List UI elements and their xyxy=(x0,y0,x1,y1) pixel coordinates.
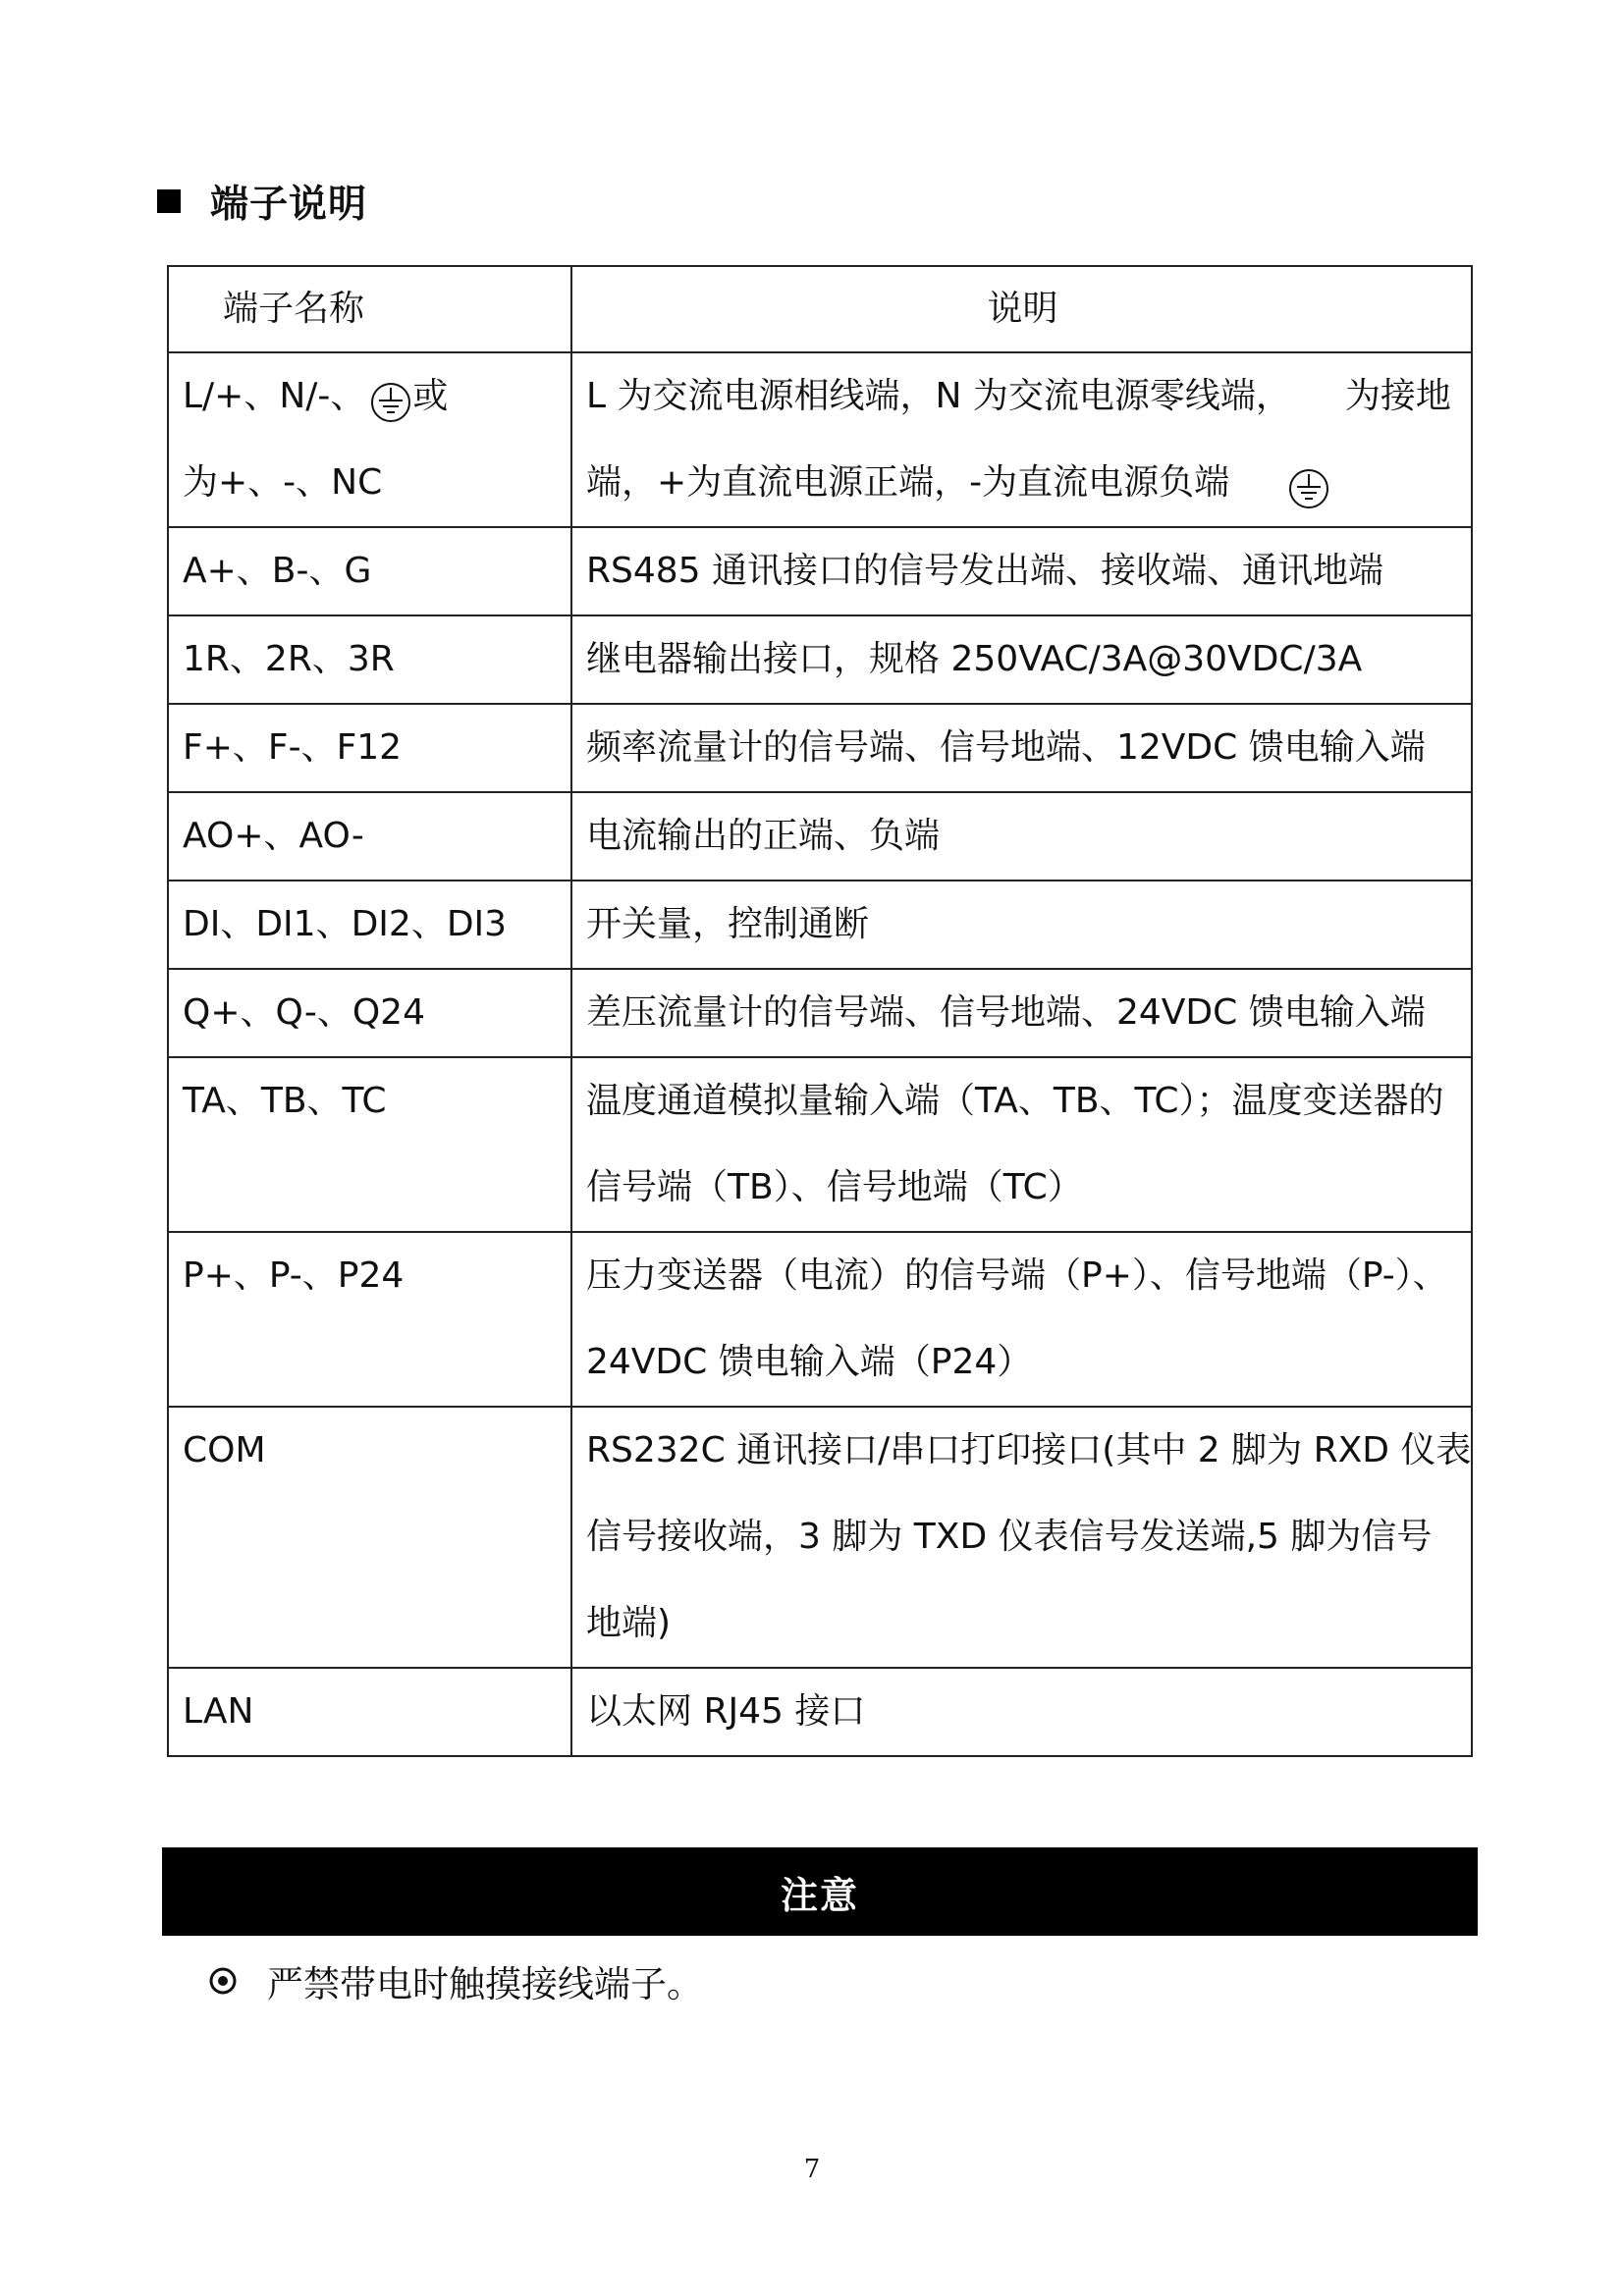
terminal-table xyxy=(167,265,1473,1757)
description-cell xyxy=(571,1232,1472,1407)
page-number: 7 xyxy=(803,2155,821,2184)
table-row xyxy=(168,1668,1472,1756)
description-line: 信号端（TB）、信号地端（TC） xyxy=(586,1167,1083,1207)
description-cell: 开关量，控制通断 xyxy=(571,881,1472,969)
header-terminal-name: 端子名称 xyxy=(168,266,571,352)
note-item xyxy=(208,1951,703,2010)
terminal-name-cell: LAN xyxy=(168,1668,571,1756)
description-line: 温度通道模拟量输入端（TA、TB、TC）；温度变送器的 xyxy=(586,1081,1444,1121)
terminal-name-part: 或 xyxy=(412,376,449,416)
description-cell: 频率流量计的信号端、信号地端、12VDC 馈电输入端 xyxy=(571,704,1472,792)
table-row xyxy=(168,352,1472,527)
description-line: 地端) xyxy=(586,1603,672,1643)
terminal-name-cell: TA、TB、TC xyxy=(168,1057,571,1232)
description-line: 24VDC 馈电输入端（P24） xyxy=(586,1342,1033,1382)
header-description: 说明 xyxy=(571,266,1472,352)
table-row xyxy=(168,615,1472,704)
note-title-bar: 注意 xyxy=(162,1847,1478,1936)
ground-symbol-icon xyxy=(369,370,412,413)
terminal-name-cell: A+、B-、G xyxy=(168,527,571,615)
description-cell: 差压流量计的信号端、信号地端、24VDC 馈电输入端 xyxy=(571,969,1472,1057)
description-cell xyxy=(571,1057,1472,1232)
description-cell xyxy=(571,1407,1472,1668)
table-row xyxy=(168,792,1472,881)
terminal-name-part: L/+、N/-、 xyxy=(183,376,366,416)
description-line: 为接地 xyxy=(1344,376,1451,416)
section-title: 端子说明 xyxy=(210,183,368,227)
note-item-text: 严禁带电时触摸接线端子。 xyxy=(267,1963,703,2005)
terminal-name-cell xyxy=(168,352,571,527)
terminal-name-cell: Q+、Q-、Q24 xyxy=(168,969,571,1057)
description-cell: 继电器输出接口，规格 250VAC/3A@30VDC/3A xyxy=(571,615,1472,704)
description-cell xyxy=(571,352,1472,527)
terminal-name-cell: DI、DI1、DI2、DI3 xyxy=(168,881,571,969)
description-line: L 为交流电源相线端，N 为交流电源零线端， xyxy=(586,376,1291,416)
black-square-icon xyxy=(157,189,181,213)
table-row xyxy=(168,527,1472,615)
description-line: 信号接收端，3 脚为 TXD 仪表信号发送端,5 脚为信号 xyxy=(586,1517,1433,1557)
circled-dot-icon xyxy=(208,1966,238,1996)
terminal-name-cell: 1R、2R、3R xyxy=(168,615,571,704)
description-line: RS232C 通讯接口/串口打印接口(其中 2 脚为 RXD 仪表 xyxy=(586,1430,1472,1470)
description-line: 压力变送器（电流）的信号端（P+）、信号地端（P-）、 xyxy=(586,1255,1448,1296)
table-row xyxy=(168,1407,1472,1668)
description-cell: RS485 通讯接口的信号发出端、接收端、通讯地端 xyxy=(571,527,1472,615)
description-cell: 以太网 RJ45 接口 xyxy=(571,1668,1472,1756)
terminal-name-cell: P+、P-、P24 xyxy=(168,1232,571,1407)
terminal-name-cell: COM xyxy=(168,1407,571,1668)
description-line: 端，+为直流电源正端，-为直流电源负端 xyxy=(586,462,1230,503)
section-heading xyxy=(157,167,367,236)
table-row xyxy=(168,704,1472,792)
terminal-name-cell: AO+、AO- xyxy=(168,792,571,881)
ground-symbol-icon xyxy=(1287,456,1330,500)
table-row xyxy=(168,1232,1472,1407)
table-row xyxy=(168,969,1472,1057)
terminal-name-part: 为+、-、NC xyxy=(183,462,383,503)
description-cell: 电流输出的正端、负端 xyxy=(571,792,1472,881)
table-row xyxy=(168,1057,1472,1232)
table-header-row xyxy=(168,266,1472,352)
terminal-name-cell: F+、F-、F12 xyxy=(168,704,571,792)
table-row xyxy=(168,881,1472,969)
